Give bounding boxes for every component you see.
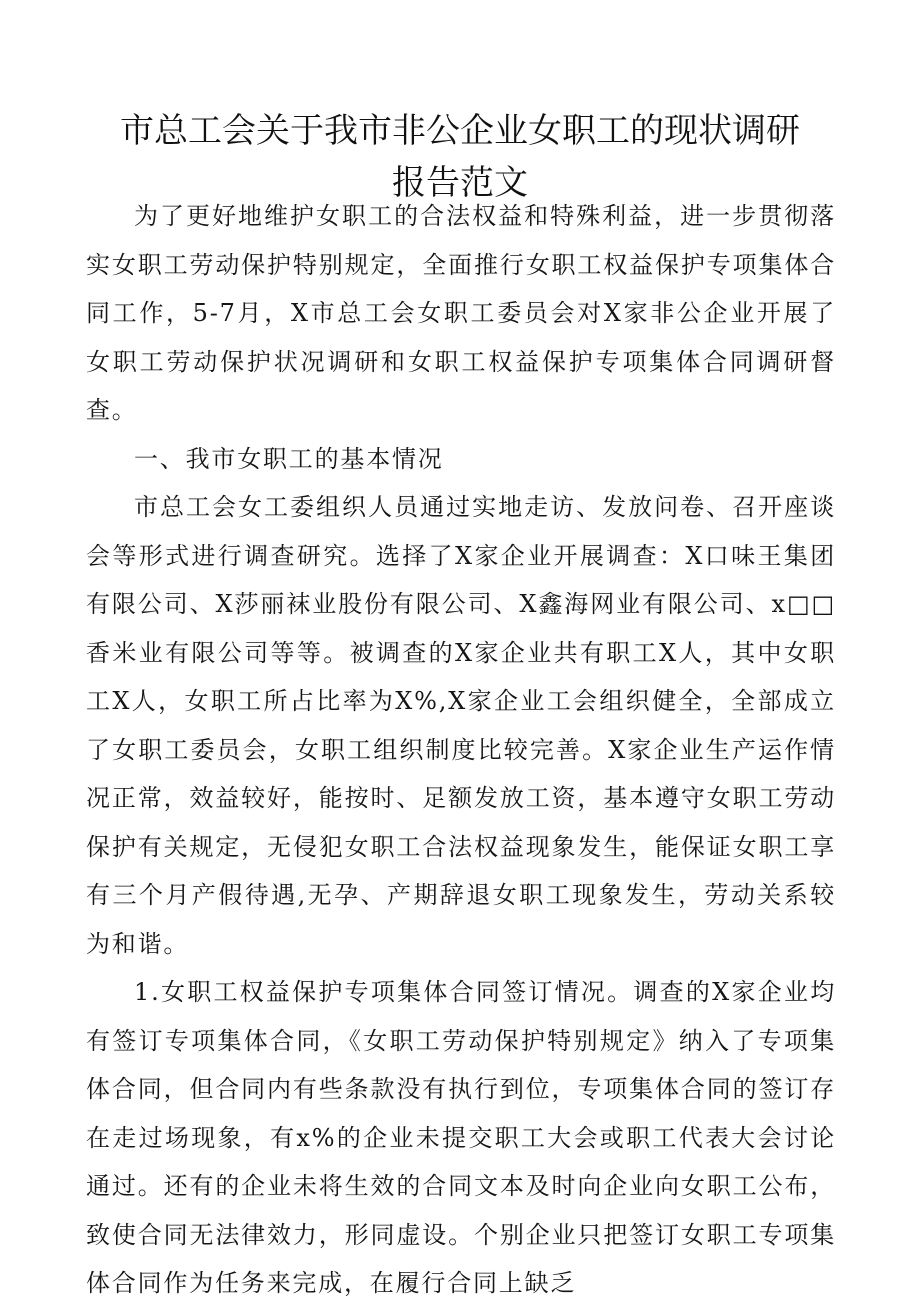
section-heading-basic-situation: 一、我市女职工的基本情况 xyxy=(134,444,444,473)
paragraph-contract-status: 1.女职工权益保护专项集体合同签订情况。调查的X家企业均有签订专项集体合同，《女职工劳动保护特别规定》纳入了专项集体合同，但合同内有些条款没有执行到位，专项集体合同的签订存在走过场现象，有x%的企业未提交职工大会或职工代表大会讨论通过。还有的企业未将生效的合同文本及时向企业向女职工公布，致使合同无法律效力，形同虚设。个别企业只把签订女职工专项集体合同作为任务来完成，在履行合同上缺乏 xyxy=(86,978,836,1297)
paragraph-intro: 为了更好地维护女职工的合法权益和特殊利益，进一步贯彻落实女职工劳动保护特别规定，全面推行女职工权益保护专项集体合同工作，5-7月，X市总工会女职工委员会对X家非公企业开展了女职工劳动保护状况调研和女职工权益保护专项集体合同调研督查。 xyxy=(86,202,836,424)
paragraph-survey: 市总工会女工委组织人员通过实地走访、发放问卷、召开座谈会等形式进行调查研究。选择了X家企业开展调查：X口味王集团有限公司、X莎丽袜业股份有限公司、X鑫海网业有限公司、x□□香米业有限公司等等。被调查的X家企业共有职工X人，其中女职工X人，女职工所占比率为X%,X家企业工会组织健全，全部成立了女职工委员会，女职工组织制度比较完善。X家企业生产运作情况正常，效益较好，能按时、足额发放工资，基本遵守女职工劳动保护有关规定，无侵犯女职工合法权益现象发生，能保证女职工享有三个月产假待遇,无孕、产期辞退女职工现象发生，劳动关系较为和谐。 xyxy=(86,493,836,958)
document-title: 市总工会关于我市非公企业女职工的现状调研报告范文 xyxy=(120,111,800,203)
document-body xyxy=(86,192,836,1308)
